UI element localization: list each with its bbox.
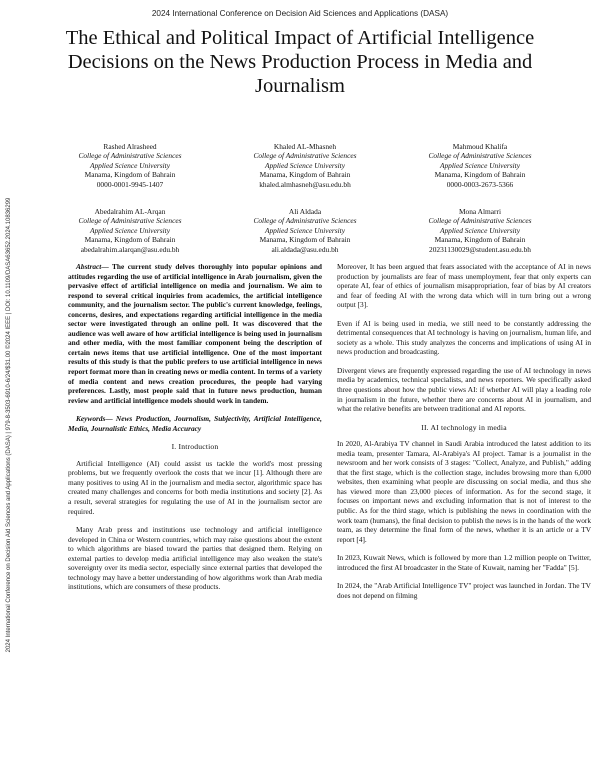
section-heading-ai-technology: II. AI technology in media	[421, 422, 507, 432]
author-block	[40, 142, 220, 189]
author-block	[215, 142, 395, 189]
author-name: Ali Aldada	[288, 207, 322, 216]
body-paragraph: Divergent views are frequently expressed regarding the use of AI technology in news media by academics, technical specialists, and news reporters. We specifically asked three questions about how the public views AI: if whether AI will play a leading role in journalism in the future, whether there are concerns about AI in journalism, and what the relative benefits are between traditional and AI reports.	[337, 365, 591, 414]
author-univ: Applied Science University	[89, 225, 171, 235]
author-location: Manama, Kingdom of Bahrain	[434, 170, 526, 180]
section-heading-introduction: I. Introduction	[171, 442, 219, 452]
author-block	[390, 142, 570, 189]
author-dept: College of Administrative Sciences	[253, 216, 357, 226]
author-block	[40, 207, 220, 254]
author-univ: Applied Science University	[264, 225, 346, 235]
doi-sidebar-text: 2024 International Conference on Decision Aid Sciences and Applications (DASA) | 979-8-3503-6910-6/24/$31.00 ©2024 IEEE | DOI: 10.1109/DASA63652.2024.10836299	[6, 197, 12, 653]
body-paragraph: Even if AI is being used in media, we still need to be constantly addressing the detrimental consequences that AI technology is having on journalism, human life, and society as a whole. This study analyzes the concerns and implications of using AI in news production and broadcasting.	[337, 318, 591, 357]
abstract	[68, 262, 322, 405]
keywords	[68, 414, 322, 433]
author-name: Rashed Alrasheed	[103, 142, 157, 151]
author-location: Manama, Kingdom of Bahrain	[259, 170, 351, 180]
author-univ: Applied Science University	[439, 160, 521, 170]
author-name: Abedalrahim AL-Arqan	[94, 207, 166, 216]
author-dept: College of Administrative Sciences	[253, 151, 357, 161]
abstract-text: — The current study delves thoroughly into popular opinions and attitudes regarding the use of artificial intelligence in Arab journalism, given the pervasive effect of artificial intelligence on media and journalism. We aim to respond to several critical inquiries from academics, the artificial intelligence community, and the journalism sector. The public's current knowledge, feelings, concerns, desires, and expectations regarding artificial intelligence in the media sector were investigated through an online poll. It was discovered that the audience was well aware of how artificial intelligence is being used in journalism and other media, with the most familiar component being the description of certain news items that use artificial intelligence. One of the most important results of this study is that the public prefers to use artificial intelligence in news report format more than in creating news or media content. In terms of a variety of media content and news creation procedures, the people had varying preferences. Lastly, most people said that in future news production, human review and artificial intelligence models should work in tandem.	[68, 262, 322, 405]
author-contact: 20231130029@student.asu.edu.bh	[429, 244, 531, 254]
intro-paragraph: Many Arab press and institutions use technology and artificial intelligence developed in China or Western countries, which may raise questions about the extent to which algorithms are biased toward the parties that designed them. Relying on external parties to develop media artificial intelligence may also weaken the state's sovereignty over its media sector, especially since external parties that developed the technology may have a better understanding of how algorithms work than Arab media institutions, which are consumers of these products.	[68, 525, 322, 592]
body-paragraph: Moreover, It has been argued that fears associated with the acceptance of AI in news production by journalists are fear of mass unemployment, fear that only experts can operate AI, fear of ethics of journalism misappropriation, fear of bias by AI creators and fear of feeding AI with the wrong data which will in turn bring out a wrong output [3].	[337, 262, 591, 310]
author-location: Manama, Kingdom of Bahrain	[84, 170, 176, 180]
author-univ: Applied Science University	[264, 160, 346, 170]
author-location: Manama, Kingdom of Bahrain	[434, 235, 526, 245]
left-column	[68, 262, 322, 601]
keywords-text: — News Production, Journalism, Subjectivity, Artificial Intelligence, Media, Journalistic Ethics, Media Accuracy	[68, 414, 322, 433]
author-contact: 0000-0001-9945-1407	[96, 179, 164, 189]
author-univ: Applied Science University	[89, 160, 171, 170]
conference-header: 2024 International Conference on Decision Aid Sciences and Applications (DASA)	[151, 9, 449, 18]
abstract-label: Abstract	[76, 262, 102, 271]
author-dept: College of Administrative Sciences	[428, 151, 532, 161]
author-dept: College of Administrative Sciences	[78, 216, 182, 226]
right-column	[337, 262, 591, 609]
intro-paragraph: Artificial Intelligence (AI) could assist us tackle the world's most pressing problems, but we frequently overlook the costs that we incur [1]. Although there are many positives to using AI in the journalism and media sector, algorithmic space has created many challenges and concerns for both media institutions and society [2]. As a result, several strategies for regulating the use of AI in the journalism sector are required.	[68, 458, 322, 516]
body-paragraph: In 2023, Kuwait News, which is followed by more than 1.2 million people on Twitter, introduced the first AI broadcaster in the State of Kuwait, naming her "Fadda" [5].	[337, 553, 591, 572]
keywords-label: Keywords	[76, 414, 106, 424]
paper-title: The Ethical and Political Impact of Artificial Intelligence Decisions on the News Production Process in Media and Journalism	[65, 27, 535, 97]
author-block	[215, 207, 395, 254]
body-paragraph: In 2024, the "Arab Artificial Intelligence TV" project was launched in Jordan. The TV does not depend on filming	[337, 581, 591, 600]
author-block	[390, 207, 570, 254]
author-contact: 0000-0003-2673-5366	[446, 179, 514, 189]
author-dept: College of Administrative Sciences	[428, 216, 532, 226]
author-name: Mahmoud Khalifa	[452, 142, 508, 151]
author-name: Khaled AL-Mhasneh	[273, 142, 337, 151]
author-contact: ali.aldada@asu.edu.bh	[271, 244, 339, 254]
author-contact: abedalrahim.alarqan@asu.edu.bh	[80, 244, 180, 254]
author-dept: College of Administrative Sciences	[78, 151, 182, 161]
body-paragraph: In 2020, Al-Arabiya TV channel in Saudi Arabia introduced the latest addition to its media team, presenter Tamara, Al-Arabiya's AI project. Tamar is a journalist in the newsroom and her work consists of 3 stages: "Collect, Analyze, and Publish," adding that the first stage, which is the collection stage, includes browsing more than 6,000 websites, then examining what people are discussing on social media, and thus she has viewed more than 23,000 pieces of information. As for the second stage, it focuses on important news and excluding information that is not of interest to the public. As for the third stage, which is publishing the news in coordination with the work team (humans), the final decision to publish the news is in the hands of the work team, as they determine the final form of the news, whether it is an article or a TV report [4].	[337, 439, 591, 544]
doi-sidebar	[3, 80, 15, 770]
author-location: Manama, Kingdom of Bahrain	[84, 235, 176, 245]
author-contact: khaled.almhasneh@asu.edu.bh	[259, 179, 351, 189]
author-location: Manama, Kingdom of Bahrain	[259, 235, 351, 245]
author-name: Mona Almarri	[458, 207, 502, 216]
author-univ: Applied Science University	[439, 225, 521, 235]
